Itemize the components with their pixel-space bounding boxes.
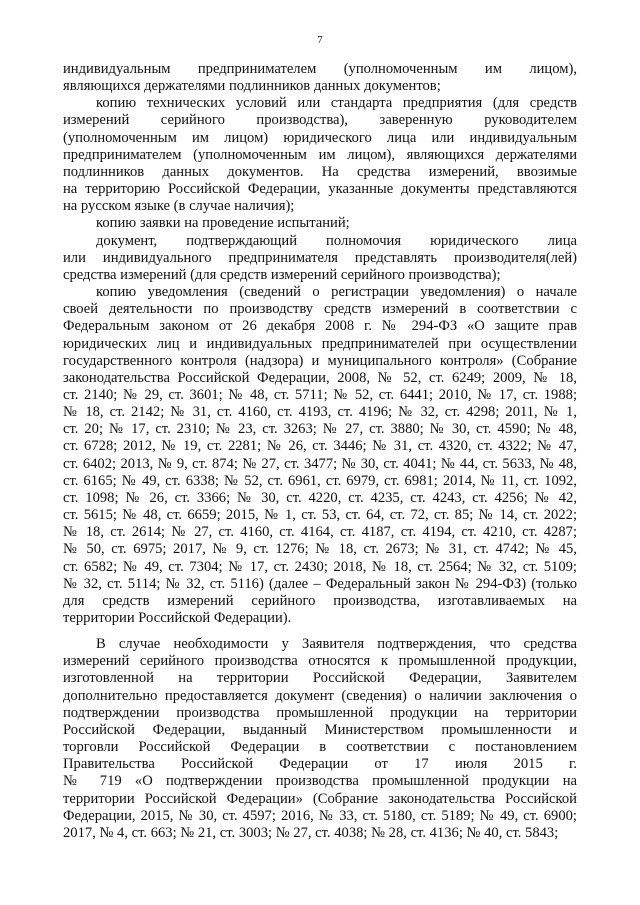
text-line: измерений серийного производства), заверенную руководителем [63, 112, 577, 129]
text-line: государственного контроля (надзора) и муниципального контроля» (Собрание [63, 352, 577, 369]
text-line: подтверждении производства промышленной продукции на территории [63, 704, 577, 721]
text-line: документ, подтверждающий полномочия юридического лица [96, 232, 577, 249]
page-number: 7 [317, 34, 323, 46]
text-line: В случае необходимости у Заявителя подтверждения, что средства [96, 636, 577, 653]
text-line: ст. 6582; № 49, ст. 7304; № 17, ст. 2430; 2018, № 18, ст. 2564; № 32, ст. 5109; [63, 558, 577, 575]
paragraph [63, 233, 577, 284]
text-line: ст. 6165; № 49, ст. 6338; № 52, ст. 6961, ст. 6979, ст. 6981; 2014, № 11, ст. 1092, [63, 472, 577, 489]
paragraph [63, 95, 577, 215]
text-line: Федеральным законом от 26 декабря 2008 г. № 294-ФЗ «О защите прав [63, 318, 577, 335]
paragraph [63, 284, 577, 627]
text-line: ст. 1098; № 26, ст. 3366; № 30, ст. 4220, ст. 4235, ст. 4243, ст. 4256; № 42, [63, 489, 577, 506]
text-line: на территорию Российской Федерации, указанные документы представляются [63, 181, 577, 198]
text-line: законодательства Российской Федерации, 2008, № 52, ст. 6249; 2009, № 18, [63, 369, 577, 386]
text-line: копию заявки на проведение испытаний; [96, 215, 350, 232]
text-line: ст. 6402; 2013, № 9, ст. 874; № 27, ст. 3477; № 30, ст. 4041; № 44, ст. 5633, № 48, [63, 455, 577, 472]
text-line: индивидуальным предпринимателем (уполномоченным им лицом), [63, 61, 577, 77]
text-line: предпринимателем (уполномоченным им лицом), являющихся держателями [63, 146, 577, 163]
text-line: юридических лиц и индивидуальных предпринимателей при осуществлении [63, 335, 577, 352]
document-body [63, 61, 577, 842]
text-line: ст. 2140; № 29, ст. 3601; № 48, ст. 5711; № 52, ст. 6441; 2010, № 17, ст. 1988; [63, 386, 577, 403]
text-line: подлинников данных документов. На средства измерений, ввозимые [63, 163, 577, 180]
text-line: изготовленной на территории Российской Федерации, Заявителем [63, 670, 577, 687]
text-line: № 719 «О подтверждении производства промышленной продукции на [63, 773, 577, 790]
text-line: на русском языке (в случае наличия); [63, 198, 295, 215]
text-line: средства измерений (для средств измерений серийного производства); [63, 266, 501, 283]
text-line: своей деятельности по производству средств измерений в соответствии с [63, 301, 577, 318]
text-line: ст. 5615; № 48, ст. 6659; 2015, № 1, ст. 53, ст. 64, ст. 72, ст. 85; № 14, ст. 2022; [63, 507, 577, 524]
text-line: или индивидуального предпринимателя представлять производителя(лей) [63, 249, 577, 266]
paragraph [63, 215, 577, 232]
text-line: (уполномоченным им лицом) юридического лица или индивидуальным [63, 129, 577, 146]
text-line: Российской Федерации, выданный Министерством промышленности и [63, 721, 577, 738]
text-line: дополнительно предоставляется документ (сведения) о наличии заключения о [63, 687, 577, 704]
text-line: копию уведомления (сведений о регистрации уведомления) о начале [96, 284, 577, 301]
text-line: являющихся держателями подлинников данных документов; [63, 78, 441, 95]
text-line: для средств измерений серийного производства, изготавливаемых на [63, 592, 577, 609]
text-line: № 18, ст. 2614; № 27, ст. 4160, ст. 4164, ст. 4187, ст. 4194, ст. 4210, ст. 4287; [63, 524, 577, 541]
text-line: территории Российской Федерации). [63, 610, 292, 626]
text-line: № 18, ст. 2142; № 31, ст. 4160, ст. 4193, ст. 4196; № 32, ст. 4298; 2011, № 1, [63, 404, 577, 421]
paragraph-gap [63, 627, 577, 636]
text-line: 2017, № 4, ст. 663; № 21, ст. 3003; № 27, ст. 4038; № 28, ст. 4136; № 40, ст. 5843; [63, 824, 559, 841]
text-line: № 50, ст. 6975; 2017, № 9, ст. 1276; № 18, ст. 2673; № 31, ст. 4742; № 45, [63, 541, 577, 558]
text-line: Федерации, 2015, № 30, ст. 4597; 2016, № 33, ст. 5180, ст. 5189; № 49, ст. 6900; [63, 807, 577, 824]
text-line: ст. 6728; 2012, № 19, ст. 2281; № 26, ст. 3446; № 31, ст. 4320, ст. 4322; № 47, [63, 438, 577, 455]
text-line: копию технических условий или стандарта предприятия (для средств [96, 95, 577, 112]
text-line: Правительства Российской Федерации от 17 июля 2015 г. [63, 756, 577, 773]
text-line: № 32, ст. 5114; № 32, ст. 5116) (далее – Федеральный закон № 294-ФЗ) (только [63, 575, 577, 592]
paragraph [63, 636, 577, 842]
text-line: торговли Российской Федерации в соответствии с постановлением [63, 739, 577, 756]
text-line: измерений серийного производства относятся к промышленной продукции, [63, 653, 577, 670]
text-line: ст. 20; № 17, ст. 2310; № 23, ст. 3263; № 27, ст. 3880; № 30, ст. 4590; № 48, [63, 421, 577, 438]
text-line: территории Российской Федерации» (Собрание законодательства Российской [63, 790, 577, 807]
paragraph [63, 61, 577, 95]
